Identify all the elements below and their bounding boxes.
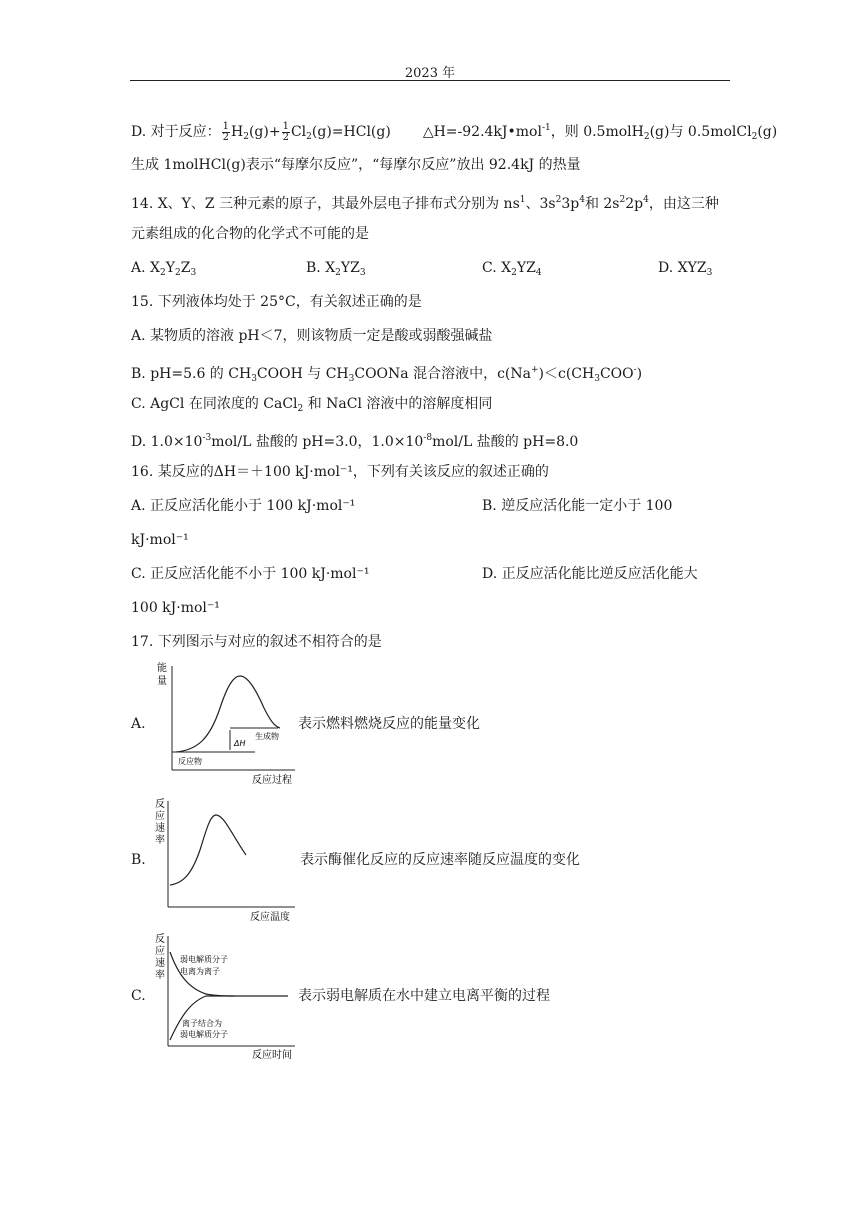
q16-option-d: D. 正反应活化能比逆反应活化能大: [482, 566, 698, 582]
q17a-product-label: 生成物: [255, 732, 279, 741]
q17c-ylabel-1: 反: [155, 934, 165, 945]
q15-option-c: C. AgCl 在同浓度的 CaCl$_2$ 和 NaCl 溶液中的溶解度相同: [131, 396, 493, 414]
q17c-ionization-equilibrium-graph: [150, 930, 300, 1062]
q17b-description: 表示酶催化反应的反应速率随反应温度的变化: [300, 852, 580, 868]
q17a-xlabel: 反应过程: [252, 775, 292, 786]
q15-stem: 15. 下列液体均处于 25°C，有关叙述正确的是: [131, 294, 422, 310]
q13-option-d-line2: 生成 1molHCl(g)表示“每摩尔反应”，“每摩尔反应”放出 92.4kJ 的热量: [131, 157, 581, 173]
q14-option-d: D. $XYZ_3$: [658, 260, 713, 278]
q17a-description: 表示燃料燃烧反应的能量变化: [298, 716, 480, 732]
q15-option-b: B. pH=5.6 的 $CH_3COOH$ 与 $CH_3COONa$ 混合溶液中，$c(Na^+)<c(CH_3COO^-)$: [131, 365, 643, 384]
q14-stem: 14. X、Y、Z 三种元素的原子，其最外层电子排布式分别为 $ns^1$、$3s^23p^4$和 $2s^22p^4$，由这三种: [131, 195, 719, 212]
q14-stem-line2: 元素组成的化合物的化学式不可能的是: [131, 226, 369, 242]
q17a-label: A.: [131, 716, 146, 732]
q17b-ylabel-1: 反: [155, 799, 165, 810]
q15-option-d: D. $1.0\times 10^{-3}mol/L$ 盐酸的 pH=3.0，$1.0\times 10^{-8}mol/L$ 盐酸的 pH=8.0: [131, 433, 579, 450]
q17a-energy-diagram: [150, 658, 300, 790]
q17c-description: 表示弱电解质在水中建立电离平衡的过程: [298, 988, 550, 1004]
q17c-label: C.: [131, 988, 146, 1004]
q17c-ylabel-4: 率: [155, 970, 165, 981]
q17b-ylabel-3: 速: [155, 823, 165, 834]
q17c-ylabel-2: 应: [155, 946, 165, 957]
q15-option-a: A. 某物质的溶液 pH＜7，则该物质一定是酸或弱酸强碱盐: [131, 328, 493, 344]
q17b-rate-temperature-graph: [150, 795, 300, 925]
q16-stem: 16. 某反应的ΔH＝＋100 kJ·mol⁻¹，下列有关该反应的叙述正确的: [131, 464, 549, 480]
q17b-label: B.: [131, 852, 146, 868]
q17b-ylabel-2: 应: [155, 811, 165, 822]
q17a-reactant-label: 反应物: [178, 757, 202, 766]
q17c-bottom-label-1: 离子结合为: [182, 1019, 222, 1028]
q17a-ylabel-1: 能: [157, 663, 167, 674]
header-rule: [130, 80, 730, 81]
q14-option-c: C. $X_2YZ_4$: [482, 260, 542, 278]
q13d-label: D. 对于反应：: [131, 124, 221, 140]
page-header-year: 2023 年: [404, 66, 456, 81]
q16-option-a: A. 正反应活化能小于 100 kJ·mol⁻¹: [131, 498, 356, 514]
q17c-top-label-2: 电离为离子: [180, 967, 220, 976]
q16-option-b: B. 逆反应活化能一定小于 100: [482, 498, 673, 514]
q17b-ylabel-4: 率: [155, 835, 165, 846]
q17a-dh-label: ΔH: [234, 739, 246, 748]
q17c-xlabel: 反应时间: [252, 1050, 292, 1061]
q17a-ylabel-2: 量: [157, 676, 167, 687]
q14-option-a: A. $X_2Y_2Z_3$: [131, 260, 197, 278]
q17c-bottom-label-2: 弱电解质分子: [180, 1030, 228, 1039]
q17-stem: 17. 下列图示与对应的叙述不相符合的是: [131, 634, 382, 650]
fraction-half-2: $\frac{1}{2}$: [282, 120, 289, 143]
q17c-top-label-1: 弱电解质分子: [180, 955, 228, 964]
q16-option-d-cont: 100 kJ·mol⁻¹: [131, 600, 220, 616]
q16-option-b-cont: kJ·mol⁻¹: [131, 532, 189, 548]
q17b-xlabel: 反应温度: [250, 912, 290, 923]
q17c-ylabel-3: 速: [155, 958, 165, 969]
q14-option-b: B. $X_2YZ_3$: [306, 260, 366, 278]
fraction-half-1: $\frac{1}{2}$: [222, 120, 230, 143]
q16-option-c: C. 正反应活化能不小于 100 kJ·mol⁻¹: [131, 566, 370, 582]
q17b-rate-curve: [170, 815, 246, 885]
q13-option-d: D. 对于反应： $\frac{1}{2}$ $H_2(g)+$ $\frac{1}{2}$ $Cl_2(g)=HCl(g)$ △H=-92.4kJ•mol$^{-1}$，则 0.5molH$_2$(g)与 0.5molCl$_2$(g): [131, 120, 778, 143]
